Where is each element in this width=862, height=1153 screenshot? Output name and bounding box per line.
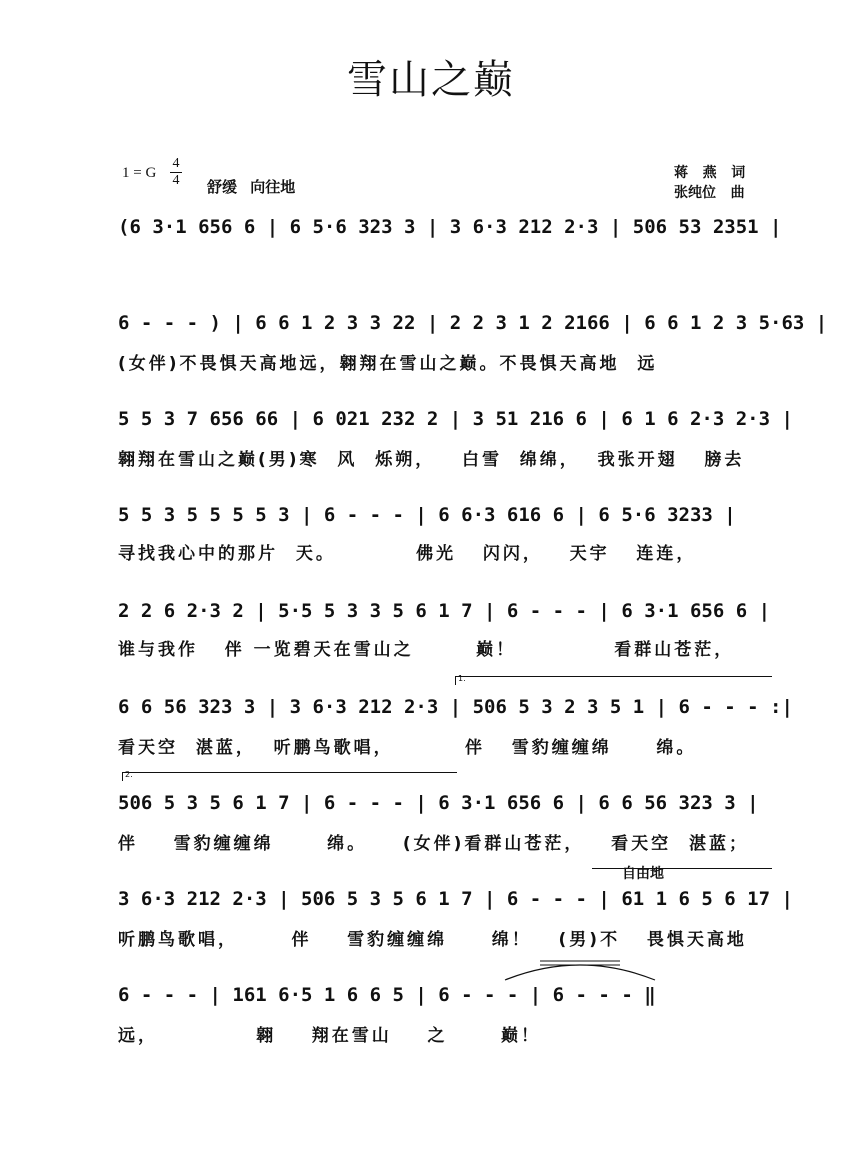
notes-row-4: 5 5 3 5 5 5 5 3 | 6 - - - | 6 6·3 616 6 | 6 5·6 3233 | [118,504,736,526]
credits [674,163,745,203]
lyrics-row-4: 寻找我心中的那片 天。 佛光 闪闪， 天宇 连连， [118,544,697,564]
time-signature-top: 4 [172,156,180,171]
notes-row-3: 5 5 3 7 656 66 | 6 021 232 2 | 3 51 216 6 | 6 1 6 2·3 2·3 | [118,408,793,430]
lyrics-row-8: 听鹏鸟歌唱， 伴 雪豹缠缠绵 绵！ (男)不 畏惧天高地 [118,930,747,950]
time-signature-bottom: 4 [170,172,182,189]
free-tempo-line [592,868,772,869]
lyrics-row-2: (女伴)不畏惧天高地远，翱翔在雪山之巅。不畏惧天高地 远 [118,354,658,374]
notes-row-5: 2 2 6 2·3 2 | 5·5 5 3 3 5 6 1 7 | 6 - - - | 6 3·1 656 6 | [118,600,771,622]
composer-credit: 张纯位 曲 [674,185,745,201]
lyrics-row-1 [118,250,798,274]
song-title: 雪山之巅 [347,57,515,103]
lyrics-row-3: 翱翔在雪山之巅(男)寒 风 烁朔， 白雪 绵绵， 我张开翅 膀去 [118,450,745,470]
volta-bracket-1: 1. [455,676,772,685]
time-signature [170,156,182,189]
lyricist-credit: 蒋 燕 词 [674,165,746,181]
notes-row-8: 3 6·3 212 2·3 | 506 5 3 5 6 1 7 | 6 - - - | 61 1 6 5 6 17 | [118,888,793,910]
key-signature: 1 = G [122,165,157,181]
free-tempo-marking: 自由地 [622,866,664,882]
tie-curve [500,955,660,985]
lyrics-row-5: 谁与我作 伴 一览碧天在雪山之 巅！ 看群山苍茫， [118,640,735,660]
lyrics-row-7: 伴 雪豹缠缠绵 绵。 (女伴)看群山苍茫， 看天空 湛蓝； [118,834,749,854]
volta-bracket-2: 2. [122,772,457,781]
notes-row-9: 6 - - - | 161 6·5 1 6 6 5 | 6 - - - | 6 - - - ‖ [118,984,656,1006]
notes-row-7: 506 5 3 5 6 1 7 | 6 - - - | 6 3·1 656 6 | 6 6 56 323 3 | [118,792,759,814]
tempo-marking: 舒缓 向往地 [207,178,296,196]
notes-row-2: 6 - - - ) | 6 6 1 2 3 3 22 | 2 2 3 1 2 2166 | 6 6 1 2 3 5·63 | [118,312,828,334]
notes-row-1: (6 3·1 656 6 | 6 5·6 323 3 | 3 6·3 212 2·3 | 506 53 2351 | [118,216,782,238]
lyrics-row-9: 远， 翱 翔在雪山 之 巅！ [118,1026,541,1046]
lyrics-row-6: 看天空 湛蓝， 听鹏鸟歌唱， 伴 雪豹缠缠绵 绵。 [118,738,697,758]
notes-row-6: 6 6 56 323 3 | 3 6·3 212 2·3 | 506 5 3 2 3 5 1 | 6 - - - :| [118,696,793,718]
